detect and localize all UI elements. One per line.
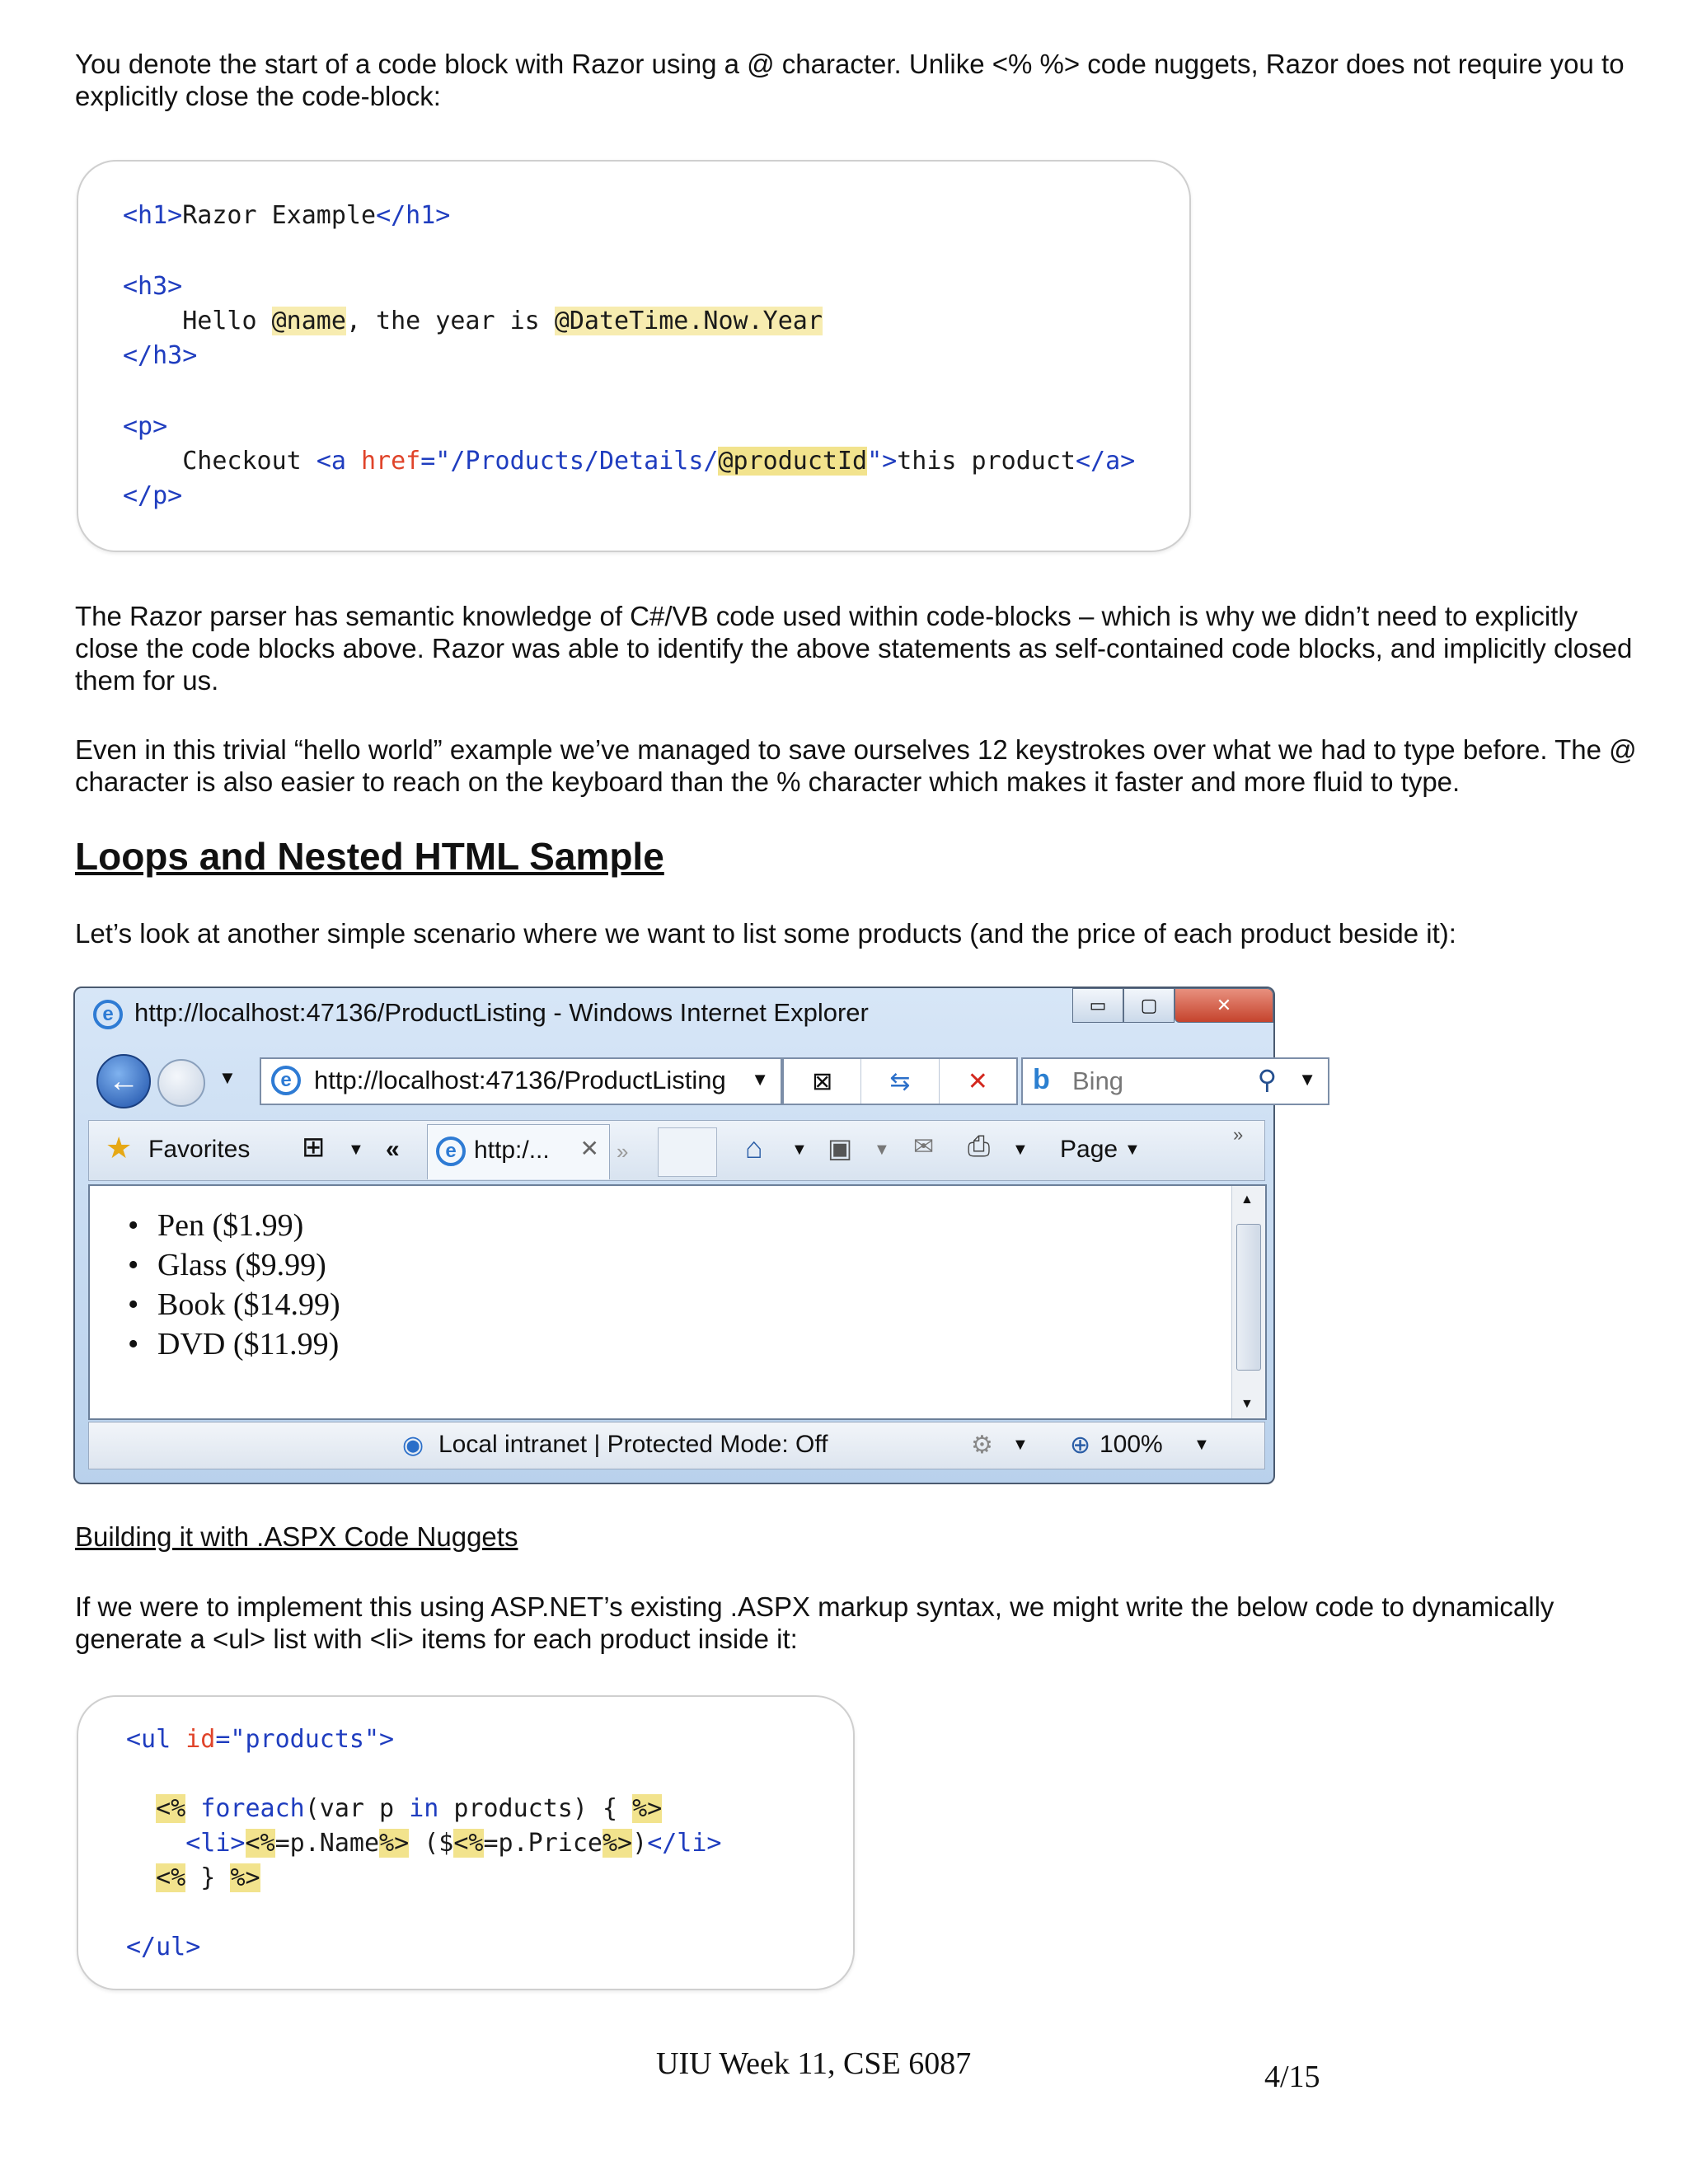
scenario-paragraph: Let’s look at another simple scenario where we want to list some products (and the price of each product beside it): [75,918,1456,949]
aspx-paragraph: If we were to implement this using ASP.NET’s existing .ASPX markup syntax, we might write the below code to dynamically generate a <ul> list with <li> items for each product inside it: [75,1591,1554,1654]
home-dropdown-icon[interactable]: ▼ [791,1141,808,1159]
intro-paragraph: You denote the start of a code block with Razor using a @ character. Unlike <% %> code nuggets, Razor does not require you to explicitly close the code-block: [75,49,1625,111]
back-button-icon[interactable]: ← [96,1054,151,1108]
list-item: • Glass ($9.99) [157,1245,340,1285]
code-at-productid: @productId [718,447,868,476]
aspx-code-block [77,1695,855,1990]
code-li-open: <li> [185,1829,246,1858]
code-href-end: "> [867,447,898,476]
code-h1-open: <h1> [123,201,183,230]
code-at-name: @name [271,307,346,335]
minimize-icon[interactable]: ▭ [1072,988,1123,1023]
code-ul-open: <ul [126,1725,186,1754]
footer-course: UIU Week 11, CSE 6087 [656,2046,972,2081]
address-text: http://localhost:47136/ProductListing [314,1066,726,1094]
code-nugget-close: %> [632,1794,663,1823]
address-bar[interactable] [260,1057,782,1105]
code-checkout: Checkout [182,447,316,476]
title-bar [75,988,1273,1043]
page-menu[interactable]: Page [1060,1136,1118,1163]
window-controls [1072,988,1273,1021]
history-dropdown-icon[interactable]: ▼ [218,1067,237,1088]
list-item: • Book ($14.99) [157,1285,340,1324]
code-foreach-var: (var p [304,1794,410,1823]
code-price-prefix: ($ [409,1829,454,1858]
ie-browser-window [73,987,1316,1484]
vertical-scrollbar[interactable] [1231,1186,1265,1418]
code-h1-text: Razor Example [182,201,377,230]
section-heading: Loops and Nested HTML Sample [75,835,664,878]
code-name-expr: =p.Name [274,1829,380,1858]
zoom-level[interactable]: 100% [1100,1431,1163,1458]
print-dropdown-icon[interactable]: ▼ [1012,1141,1029,1159]
favorites-button[interactable]: Favorites [148,1136,251,1163]
parser-paragraph: The Razor parser has semantic knowledge of C#/VB code used within code-blocks – which is why we didn’t need to explicitly close the code blocks above. Razor was able to identify the above statements as self-contained code blocks, and implicitly closed them for us. [75,601,1633,696]
list-item: • DVD ($11.99) [157,1324,340,1364]
new-tab-button[interactable] [658,1127,717,1177]
code-id-value: ="products"> [215,1725,395,1754]
zoom-dropdown-icon[interactable]: ▼ [1193,1436,1210,1454]
page-content [88,1184,1267,1420]
scroll-thumb[interactable] [1236,1224,1261,1371]
ie-logo-icon: e [93,1000,123,1029]
forward-button-icon[interactable] [157,1059,205,1107]
code-href-value: ="/Products/Details/ [420,447,719,476]
window-title: http://localhost:47136/ProductListing - Windows Internet Explorer [134,998,869,1027]
tab-scroll-right-icon[interactable]: » [617,1139,629,1164]
tab-page-icon: e [436,1137,466,1166]
tab-label: http:/... [474,1137,550,1164]
toolbar-overflow-icon[interactable]: » [1233,1124,1244,1145]
security-dropdown-icon[interactable]: ▼ [1012,1436,1029,1454]
code-paren-close: ) [632,1829,648,1858]
print-icon[interactable]: ⎙ [968,1131,991,1162]
code-end-close: %> [230,1863,260,1892]
page-icon: e [271,1066,301,1095]
refresh-icon[interactable]: ⇆ [861,1059,939,1104]
code-end-brace: } [185,1863,231,1892]
search-dropdown-icon[interactable]: ▼ [1298,1069,1316,1090]
list-item: • Pen ($1.99) [157,1206,340,1245]
code-year-text: , the year is [345,307,555,335]
code-price-open: <% [453,1829,484,1858]
code-li-close: </li> [647,1829,722,1858]
feeds-icon[interactable]: ▣ [828,1133,853,1163]
code-a-close: </a> [1075,447,1136,476]
code-name-close: %> [379,1829,410,1858]
code-h3-close: </h3> [123,341,198,370]
code-foreach: foreach [185,1794,305,1823]
code-link-text: this product [897,447,1076,476]
razor-code-block [77,160,1191,552]
security-icon[interactable]: ⚙ [971,1432,993,1459]
code-end-open: <% [156,1863,186,1892]
feeds-dropdown-icon[interactable]: ▼ [874,1141,890,1159]
nav-icon-group [782,1057,1018,1105]
tab-close-icon[interactable]: ✕ [579,1136,599,1161]
bing-logo-icon: b [1033,1064,1050,1095]
page-menu-dropdown-icon[interactable]: ▼ [1124,1141,1141,1159]
scroll-down-icon[interactable]: ▼ [1240,1397,1254,1411]
code-at-datetime: @DateTime.Now.Year [554,307,823,335]
code-h1-close: </h1> [376,201,451,230]
compatibility-icon[interactable]: ⊠ [784,1059,861,1104]
code-price-expr: =p.Price [483,1829,603,1858]
quick-tabs-icon[interactable]: ⊞ [302,1132,326,1163]
status-text: Local intranet | Protected Mode: Off [438,1431,828,1458]
product-list [157,1206,340,1364]
keystrokes-paragraph: Even in this trivial “hello world” example we’ve managed to save ourselves 12 keystrokes over what we had to type before. The @ character is also easier to reach on the keyboard than the % character which makes it faster and more fluid to type. [75,734,1637,797]
search-placeholder: Bing [1072,1066,1124,1095]
tab-scroll-left-icon[interactable]: « [386,1136,400,1163]
code-id-attr: id [185,1725,216,1754]
code-nugget-open: <% [156,1794,186,1823]
subheading: Building it with .ASPX Code Nuggets [75,1521,518,1552]
search-box[interactable] [1021,1057,1329,1105]
code-href-attr: href [361,447,421,476]
code-h3-open: <h3> [123,272,183,301]
stop-icon[interactable]: ✕ [967,1067,988,1095]
code-a-open: <a [316,447,361,476]
command-bar [88,1120,1265,1181]
status-bar [88,1422,1265,1469]
search-icon[interactable]: ⚲ [1257,1065,1277,1094]
home-icon[interactable]: ⌂ [745,1131,763,1165]
intranet-icon: ◉ [402,1432,424,1459]
code-p-close: </p> [123,481,183,510]
code-foreach-rest: products) { [438,1794,633,1823]
browser-tab[interactable] [427,1124,610,1179]
scroll-up-icon[interactable]: ▲ [1240,1193,1254,1207]
navigation-bar [75,1043,1316,1113]
page-number: 4/15 [1264,2060,1320,2094]
address-dropdown-icon[interactable]: ▼ [751,1069,769,1090]
maximize-icon[interactable]: ▢ [1123,988,1175,1023]
mail-icon[interactable]: ✉ [913,1133,935,1160]
code-price-close: %> [603,1829,633,1858]
code-hello: Hello [182,307,272,335]
code-p-open: <p> [123,412,168,441]
tab-list-dropdown-icon[interactable]: ▼ [348,1141,364,1159]
favorites-star-icon[interactable]: ★ [106,1131,133,1165]
code-ul-close: </ul> [126,1933,201,1961]
code-in-keyword: in [409,1794,439,1823]
close-icon[interactable]: ✕ [1175,988,1273,1023]
zoom-icon[interactable]: ⊕ [1070,1432,1091,1459]
code-name-open: <% [245,1829,275,1858]
